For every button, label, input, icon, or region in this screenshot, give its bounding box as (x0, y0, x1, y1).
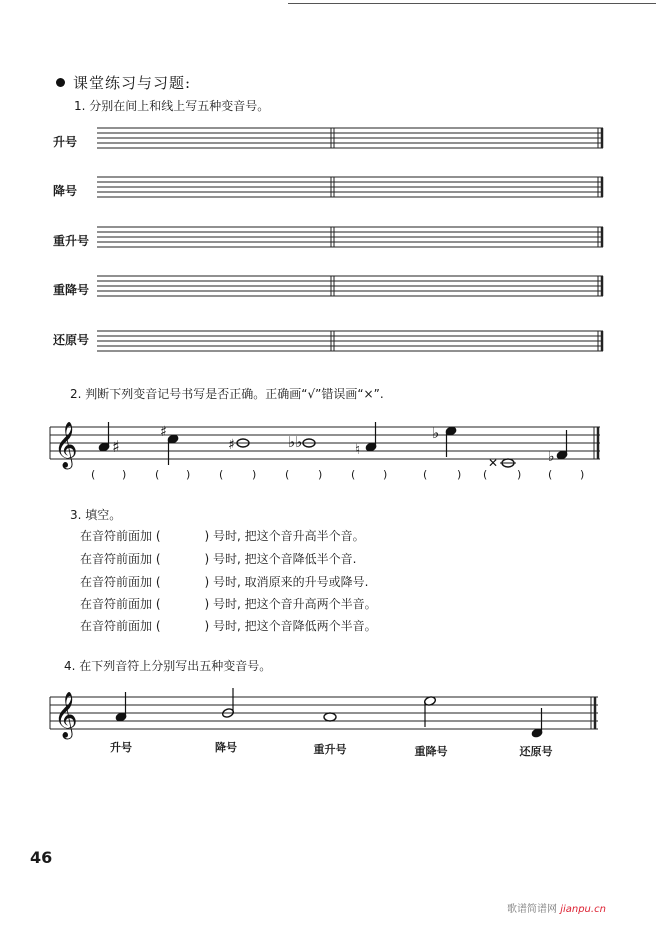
page-number: 46 (30, 848, 53, 867)
staff-3 (97, 227, 603, 247)
staff-q4 (50, 697, 598, 729)
treble-clef-icon: 𝄞 (54, 422, 78, 468)
question-3: 3. 填空。 (70, 508, 122, 522)
fill-blank-after: ) 号时, 把这个音升高半个音。 (204, 529, 365, 543)
answer-close-paren: ) (457, 468, 462, 481)
staff-q2 (50, 427, 600, 459)
question-2: 2. 判断下列变音记号书写是否正确。正确画“√”错误画“×”. (70, 387, 384, 401)
fill-blank-line (80, 595, 377, 612)
answer-close-paren: ) (252, 468, 257, 481)
fill-blank-before: 在音符前面加 ( (80, 529, 161, 543)
staff-label-double-sharp: 重升号 (53, 234, 90, 248)
answer-open-paren: ( (155, 468, 160, 481)
staff-label-flat: 降号 (53, 184, 78, 198)
fill-blank-after: ) 号时, 把这个音降低两个半音。 (204, 619, 377, 633)
watermark-text: 歌谱简谱网 (507, 904, 557, 915)
q4-label-natural: 还原号 (519, 745, 553, 758)
fill-blank-before: 在音符前面加 ( (80, 552, 161, 566)
whole-note (324, 713, 336, 721)
flat-icon: ♭ (548, 449, 555, 465)
flat-icon: ♭ (432, 424, 440, 442)
sharp-icon: ♯ (112, 437, 120, 456)
q4-label-double-sharp: 重升号 (313, 743, 347, 756)
staff-label-natural: 还原号 (53, 333, 90, 347)
watermark-url: jianpu.cn (560, 904, 606, 915)
question-4: 4. 在下列音符上分别写出五种变音号。 (64, 659, 272, 673)
fill-blank-before: 在音符前面加 ( (80, 597, 161, 611)
answer-close-paren: ) (517, 468, 522, 481)
treble-clef-icon: 𝄞 (54, 692, 78, 738)
answer-close-paren: ) (186, 468, 191, 481)
watermark (507, 900, 606, 915)
staff-1 (97, 128, 603, 148)
answer-open-paren: ( (548, 468, 553, 481)
answer-open-paren: ( (351, 468, 356, 481)
section-title-text: 课堂练习与习题: (73, 74, 192, 92)
natural-icon: ♮ (355, 442, 361, 458)
answer-open-paren: ( (423, 468, 428, 481)
q4-label-sharp: 升号 (110, 741, 132, 754)
fill-blank-after: ) 号时, 把这个音降低半个音. (204, 552, 357, 566)
fill-blank-after: ) 号时, 把这个音升高两个半音。 (204, 597, 377, 611)
fill-blank-line (80, 573, 368, 590)
fill-blank-line (80, 527, 365, 544)
answer-close-paren: ) (383, 468, 388, 481)
answer-open-paren: ( (91, 468, 96, 481)
staff-4 (97, 276, 603, 296)
sharp-icon: ♯ (160, 424, 167, 440)
q4-label-double-flat: 重降号 (414, 745, 448, 758)
staff-5 (97, 331, 603, 351)
answer-open-paren: ( (285, 468, 290, 481)
sharp-icon: ♯ (228, 437, 235, 453)
answer-open-paren: ( (219, 468, 224, 481)
fill-blank-line (80, 550, 356, 567)
staff-label-double-flat: 重降号 (53, 283, 90, 297)
double-sharp-icon: ✕ (488, 456, 499, 470)
answer-close-paren: ) (580, 468, 585, 481)
fill-blank-after: ) 号时, 取消原来的升号或降号. (204, 575, 369, 589)
staff-2 (97, 177, 603, 197)
answer-close-paren: ) (318, 468, 323, 481)
q4-label-flat: 降号 (215, 741, 237, 754)
fill-blank-before: 在音符前面加 ( (80, 619, 161, 633)
fill-blank-before: 在音符前面加 ( (80, 575, 161, 589)
question-1: 1. 分别在间上和线上写五种变音号。 (74, 99, 270, 113)
answer-open-paren: ( (483, 468, 488, 481)
staff-label-sharp: 升号 (53, 135, 78, 149)
double-flat-icon: ♭♭ (288, 433, 303, 451)
answer-close-paren: ) (122, 468, 127, 481)
fill-blank-line (80, 617, 377, 634)
